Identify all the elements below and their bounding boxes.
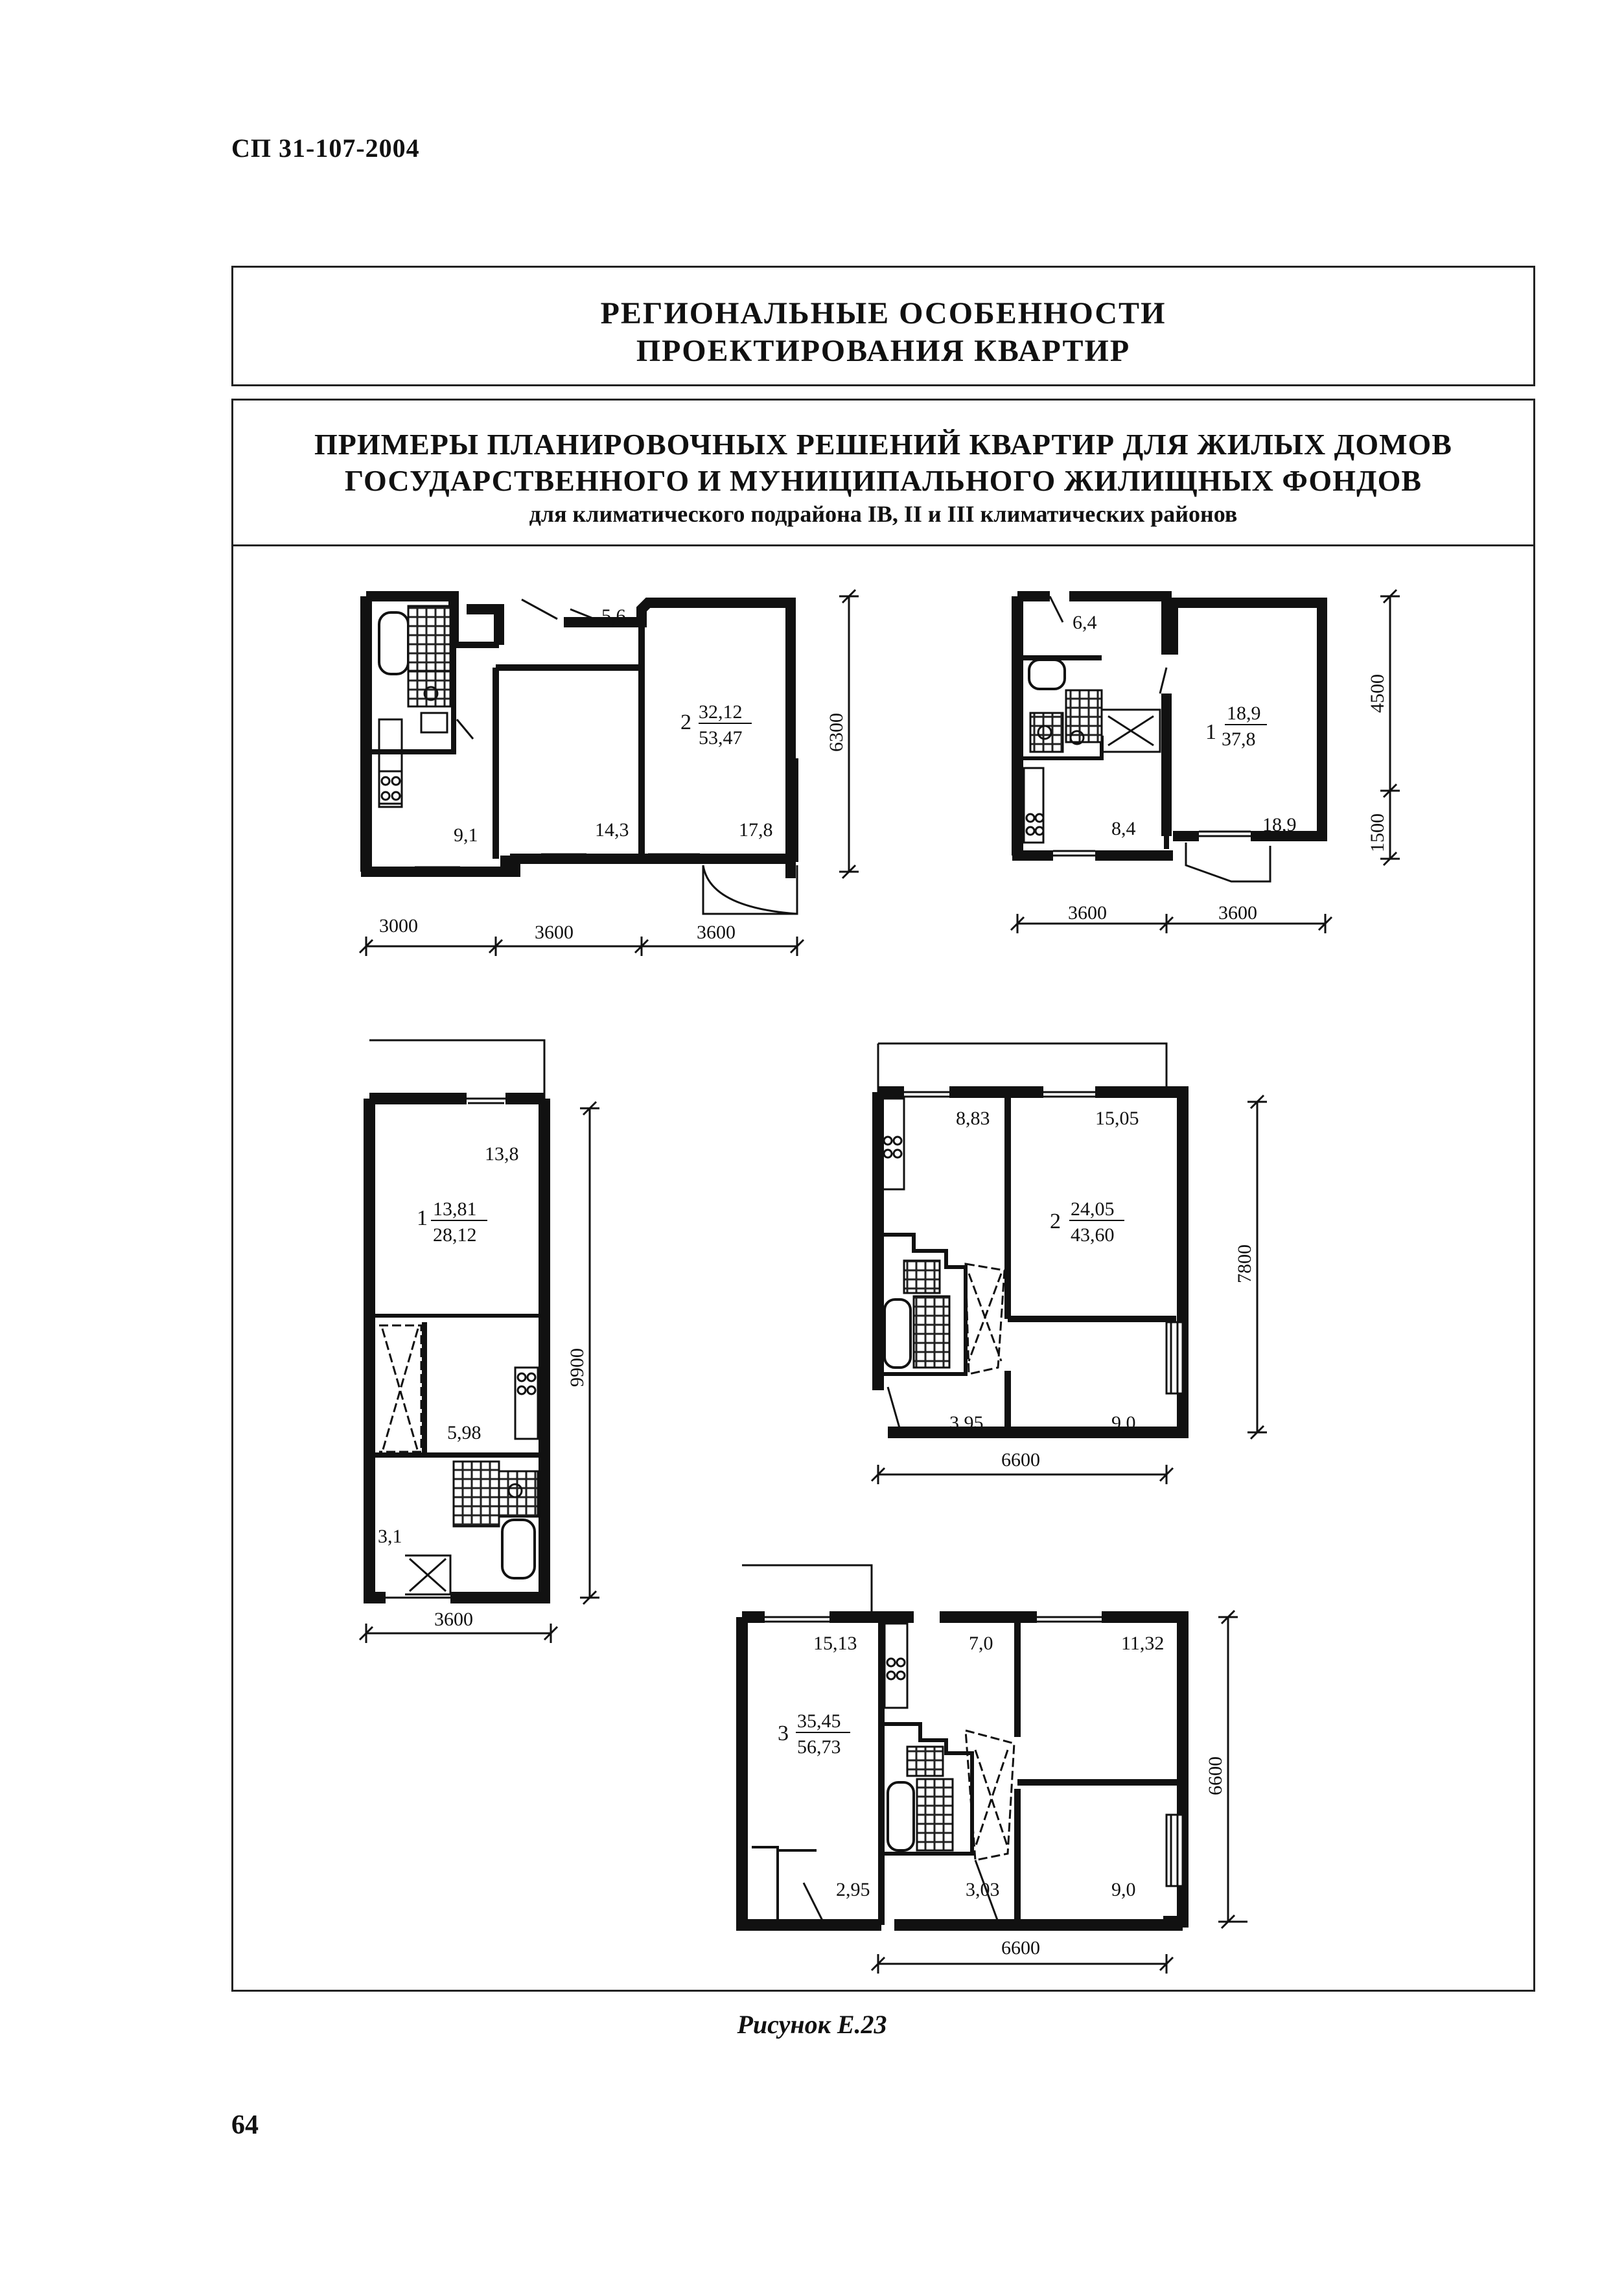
p3-dim-v: 9900	[566, 1348, 588, 1387]
p4-area-room-b: 9,0	[1111, 1412, 1136, 1434]
p4-total-area: 43,60	[1071, 1224, 1115, 1246]
p1-area-hall: 5,6	[601, 605, 626, 627]
p2-area-hall: 6,4	[1073, 612, 1097, 633]
p1-dim-2: 3600	[535, 922, 574, 943]
p3-area-kitchen: 5,98	[447, 1422, 481, 1443]
p3-dim-h: 3600	[434, 1609, 473, 1630]
plan-2room-43-60	[872, 1043, 1267, 1484]
caption-line-1: ПРИМЕРЫ ПЛАНИРОВОЧНЫХ РЕШЕНИЙ КВАРТИР ДЛЯ ЖИЛЫХ ДОМОВ	[314, 428, 1452, 461]
p2-dim-v-2: 1500	[1367, 813, 1388, 852]
page-number: 64	[231, 2110, 259, 2140]
p5-dim-h: 6600	[1001, 1937, 1040, 1959]
p2-dim-2: 3600	[1218, 902, 1257, 924]
p2-total-area: 37,8	[1222, 728, 1256, 750]
document-code: СП 31-107-2004	[231, 134, 420, 163]
p3-area-hall: 3,1	[378, 1526, 402, 1547]
p2-dim-1: 3600	[1068, 902, 1107, 924]
p2-rooms-count: 1	[1205, 720, 1216, 744]
p5-total-area: 56,73	[797, 1736, 841, 1758]
plan-1room-28-12	[360, 1040, 599, 1643]
p4-area-hall: 3,95	[949, 1412, 984, 1434]
p5-area-kitchen: 7,0	[969, 1633, 993, 1654]
p5-area-room-a: 15,13	[813, 1633, 857, 1654]
p5-living-area: 35,45	[797, 1710, 841, 1732]
p2-dim-v-1: 4500	[1367, 674, 1388, 713]
p5-area-room-b: 11,32	[1121, 1633, 1165, 1654]
p4-rooms-count: 2	[1050, 1209, 1061, 1233]
caption-line-2: ГОСУДАРСТВЕННОГО И МУНИЦИПАЛЬНОГО ЖИЛИЩНЫХ ФОНДОВ	[344, 464, 1422, 497]
p4-living-area: 24,05	[1071, 1198, 1115, 1220]
section-title-line-1: РЕГИОНАЛЬНЫЕ ОСОБЕННОСТИ	[600, 296, 1166, 331]
p1-rooms-count: 2	[680, 710, 691, 734]
p1-area-room-a: 14,3	[595, 819, 629, 841]
plan-1room-37-8	[1011, 590, 1400, 933]
figure-caption: Рисунок Е.23	[737, 2010, 887, 2039]
p1-total-area: 53,47	[699, 727, 743, 749]
p4-area-kitchen: 8,83	[956, 1108, 990, 1129]
p3-living-area: 13,81	[433, 1198, 477, 1220]
caption-line-3: для климатического подрайона IВ, II и III климатических районов	[529, 501, 1238, 527]
p5-dim-v: 6600	[1205, 1756, 1226, 1795]
p5-area-room-c: 9,0	[1111, 1879, 1136, 1900]
p5-area-corridor: 2,95	[836, 1879, 870, 1900]
p4-dim-h: 6600	[1001, 1449, 1040, 1471]
p1-dim-1: 3000	[379, 915, 418, 937]
p1-dim-3: 3600	[697, 922, 736, 943]
p3-rooms-count: 1	[417, 1206, 428, 1230]
p1-area-kitchen: 9,1	[454, 824, 478, 846]
p4-area-room-a: 15,05	[1095, 1108, 1139, 1129]
p1-area-room-b: 17,8	[739, 819, 773, 841]
p2-living-area: 18,9	[1227, 703, 1261, 724]
p3-area-room: 13,8	[485, 1143, 519, 1165]
plan-2room-53-47	[360, 590, 859, 956]
p2-area-room: 18,9	[1262, 814, 1297, 835]
p1-dim-v: 6300	[826, 713, 847, 752]
p3-total-area: 28,12	[433, 1224, 477, 1246]
plan-3room-56-73	[742, 1565, 1247, 1974]
p1-living-area: 32,12	[699, 701, 743, 723]
p5-rooms-count: 3	[778, 1721, 789, 1745]
p5-area-hall: 3,03	[966, 1879, 1000, 1900]
p4-dim-v: 7800	[1234, 1244, 1255, 1283]
section-title-line-2: ПРОЕКТИРОВАНИЯ КВАРТИР	[636, 334, 1131, 368]
p2-area-kitchen: 8,4	[1111, 818, 1136, 839]
